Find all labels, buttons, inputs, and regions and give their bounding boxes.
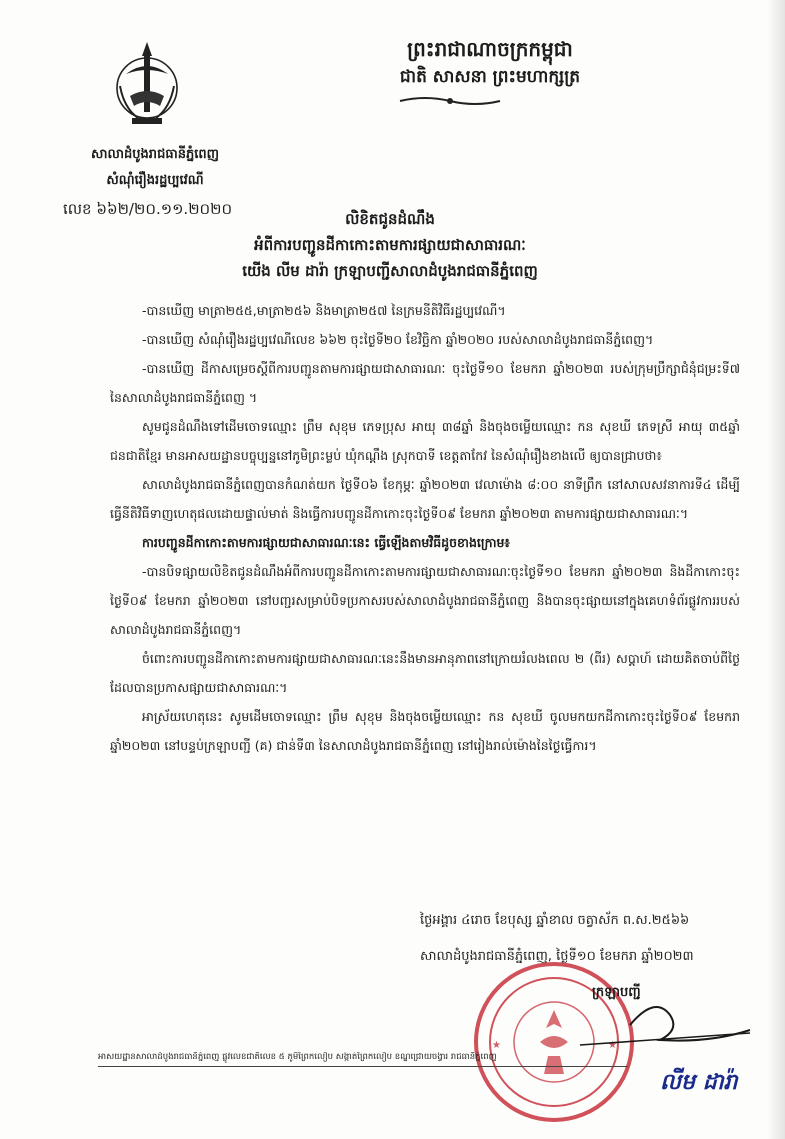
section-heading: ការបញ្ជូនដីកាកោះតាមការផ្សាយជាសាធារណៈនេះ ធ្វើឡើងតាមវិធីដូចខាងក្រោម៖ <box>142 535 510 550</box>
court-name: សាលាដំបូងរាជធានីភ្នំពេញ <box>91 147 219 162</box>
date-lunar: ថ្ងៃអង្គារ ៤រោច ខែបុស្ស ឆ្នាំខាល ចត្វាស័ក ព.ស.២៥៦៦ <box>420 913 690 928</box>
paragraph: អាស្រ័យហេតុនេះ សូមដើមចោទឈ្មោះ ព្រឹម សុខុម និងចុងចម្លើយឈ្មោះ កន សុខឃី ចូលមកយកដីកាកោះចុះថ្ងៃទី០៩ ខែមករា ឆ្នាំ២០២៣ នៅបន្ទប់ក្រឡាបញ្ជី (គ) ជាន់ទី៣ នៃសាលាដំបូងរាជធានីភ្នំពេញ នៅរៀងរាល់ម៉ោងនៃថ្ងៃធ្វើការ។ <box>110 709 740 753</box>
notice-body <box>110 296 740 760</box>
page-edge-shadow <box>767 0 785 1139</box>
paragraph: ចំពោះការបញ្ជូនដីកាកោះតាមការផ្សាយជាសាធារណៈនេះនឹងមានអានុភាពនៅក្រោយរំលងពេល ២ (ពីរ) សប្តាហ៍ ដោយគិតចាប់ពីថ្ងៃដែលបានប្រកាសផ្សាយជាសាធារណៈ។ <box>110 651 740 695</box>
notice-issuer: យើង លីម ដារ៉ា ក្រឡាបញ្ជីសាលាដំបូងរាជធានីភ្នំពេញ <box>242 262 538 280</box>
svg-text:★: ★ <box>608 1040 617 1051</box>
court-office: សំណុំរឿងរដ្ឋប្បវេណី <box>106 173 204 188</box>
svg-text:★: ★ <box>492 1040 501 1051</box>
signer-title: ក្រឡាបញ្ជី <box>592 985 641 1000</box>
signer-name: លីម ដារ៉ា <box>660 1070 738 1095</box>
footer-address: អាសយដ្ឋានសាលាដំបូងរាជធានីភ្នំពេញ ផ្លូវលេខជាតិលេខ ៥ ភូមិព្រែកលៀប សង្កាត់ព្រែកលៀប ខណ្ឌជ្រោយចង្វារ រាជធានីភ្នំពេញ <box>98 1052 497 1062</box>
notice-subtitle: អំពីការបញ្ជូនដីកាកោះតាមការផ្សាយជាសាធារណៈ <box>254 236 526 254</box>
paragraph: -បានឃើញ មាត្រា២៥៥,មាត្រា២៥៦ និងមាត្រា២៥៧ នៃក្រមនីតិវិធីរដ្ឋប្បវេណី។ <box>142 303 506 318</box>
ornament-divider-icon <box>395 94 505 108</box>
royal-emblem-icon <box>108 36 186 132</box>
kingdom-heading: ព្រះរាជាណាចក្រកម្ពុជា <box>407 37 573 61</box>
reference-number: លេខ ៦៦២/២០.១១.២០២០ <box>63 200 233 218</box>
notice-title: លិខិតជូនដំណឹង <box>345 210 435 228</box>
paragraph: -បានបិទផ្សាយលិខិតជូនដំណឹងអំពីការបញ្ជូនដីកាកោះតាមការផ្សាយជាសាធារណៈចុះថ្ងៃទី១០ ខែមករា ឆ្នាំ២០២៣ និងដីកាកោះចុះថ្ងៃទី០៩ ខែមករា ឆ្នាំ២០២៣ នៅបញ្ជរសម្រាប់បិទប្រកាសរបស់សាលាដំបូងរាជធានីភ្នំពេញ និងបានចុះផ្សាយនៅក្នុងគេហទំព័រផ្លូវការរបស់សាលាដំបូងរាជធានីភ្នំពេញ។ <box>110 564 740 637</box>
paragraph: សាលាដំបូងរាជធានីភ្នំពេញបានកំណត់យក ថ្ងៃទី០៦ ខែកុម្ភៈ ឆ្នាំ២០២៣ វេលាម៉ោង ៨:០០ នាទីព្រឹក នៅសាលសវនាការទី៤ ដើម្បីធ្វើនីតិវិធីទាញហេតុផលដោយផ្ទាល់មាត់ និងធ្វើការបញ្ជូនដីកាកោះចុះថ្ងៃទី០៩ ខែមករា ឆ្នាំ២០២៣ តាមការផ្សាយជាសាធារណៈ។ <box>110 477 740 521</box>
paragraph: -បានឃើញ សំណុំរឿងរដ្ឋប្បវេណីលេខ ៦៦២ ចុះថ្ងៃទី២០ ខែវិច្ឆិកា ឆ្នាំ២០២០ របស់សាលាដំបូងរាជធានីភ្នំពេញ។ <box>142 332 654 347</box>
paragraph: -បានឃើញ ដីកាសម្រេចស្តីពីការបញ្ជូនតាមការផ្សាយជាសាធារណៈ ចុះថ្ងៃទី១០ ខែមករា ឆ្នាំ២០២៣ របស់ក្រុមប្រឹក្សាជំនុំជម្រះទី៧ នៃសាលាដំបូងរាជធានីភ្នំពេញ ។ <box>110 361 740 405</box>
date-solar: សាលាដំបូងរាជធានីភ្នំពេញ, ថ្ងៃទី១០ ខែមករា ឆ្នាំ២០២៣ <box>420 949 694 964</box>
footer-divider <box>98 1066 628 1067</box>
motto-heading: ជាតិ សាសនា ព្រះមហាក្សត្រ <box>399 67 581 87</box>
paragraph: សូមជូនដំណឹងទៅដើមចោទឈ្មោះ ព្រឹម សុខុម ភេទប្រុស អាយុ ៣៨ឆ្នាំ និងចុងចម្លើយឈ្មោះ កន សុខឃី ភេទស្រី អាយុ ៣៥ឆ្នាំ ជនជាតិខ្មែរ មានអាសយដ្ឋានបច្ចុប្បន្ននៅភូមិព្រះម្លប់ ឃុំកណ្តឹង ស្រុកបាទី ខេត្តតាកែវ នៃសំណុំរឿងខាងលើ ឲ្យបានជ្រាបថា៖ <box>110 419 740 463</box>
